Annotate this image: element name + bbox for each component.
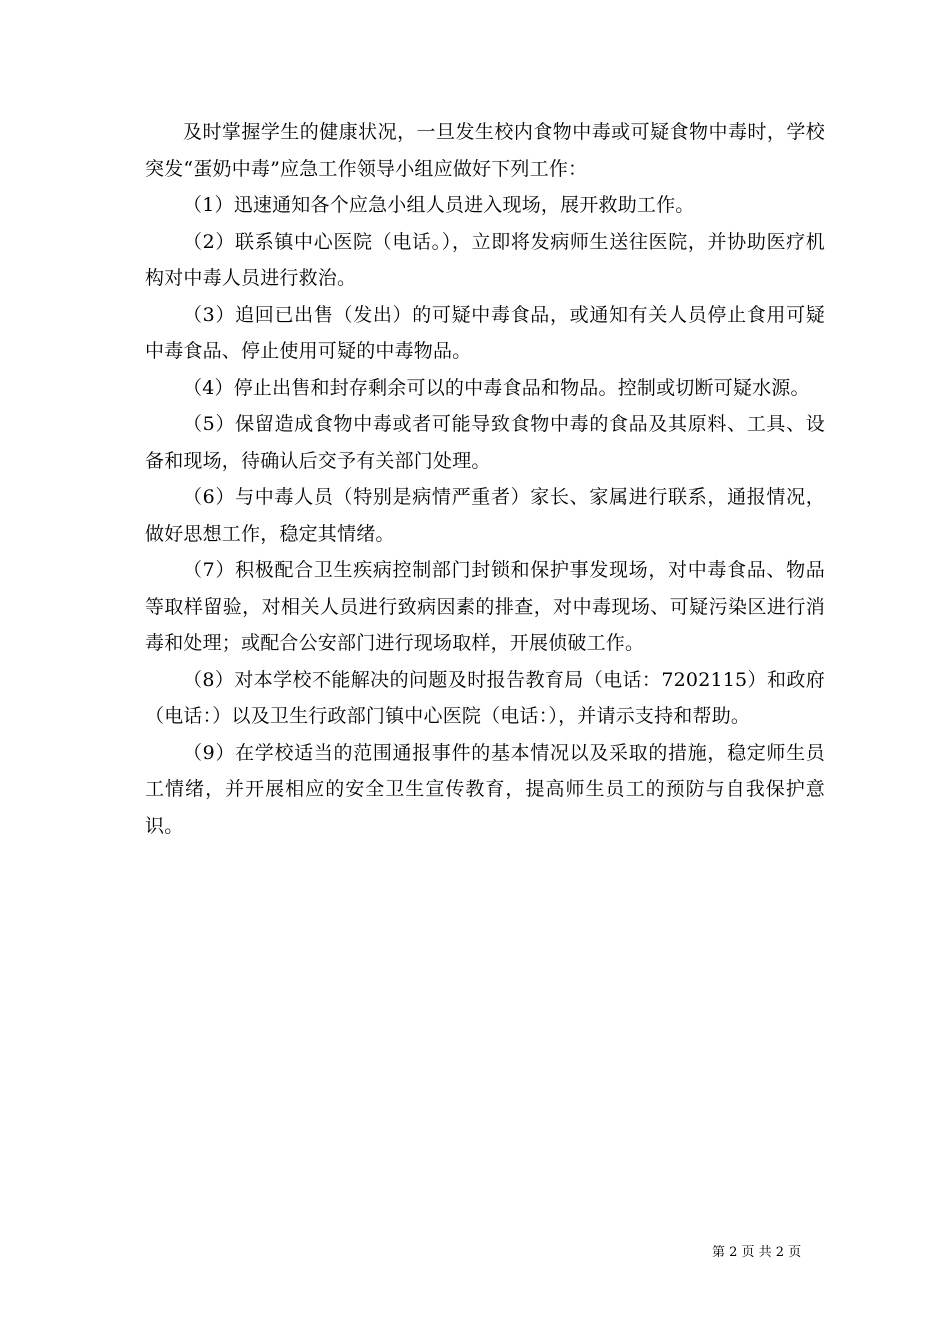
page-number-footer: 第 2 页 共 2 页 [712,1245,802,1260]
paragraph-intro: 及时掌握学生的健康状况，一旦发生校内食物中毒或可疑食物中毒时，学校突发“蛋奶中毒”应急工作领导小组应做好下列工作： [145,121,825,180]
paragraph-item-7: （7）积极配合卫生疾病控制部门封锁和保护事发现场，对中毒食品、物品等取样留验，对相关人员进行致病因素的排查，对中毒现场、可疑污染区进行消毒和处理；或配合公安部门进行现场取样，开展侦破工作。 [145,559,825,654]
paragraph-item-5: （5）保留造成食物中毒或者可能导致食物中毒的食品及其原料、工具、设备和现场，待确认后交予有关部门处理。 [145,413,825,472]
paragraph-item-8: （8）对本学校不能解决的问题及时报告教育局（电话：7202115）和政府（电话：）以及卫生行政部门镇中心医院（电话：），并请示支持和帮助。 [145,668,825,727]
paragraph-item-4: （4）停止出售和封存剩余可以的中毒食品和物品。控制或切断可疑水源。 [183,376,810,399]
paragraph-item-1: （1）迅速通知各个应急小组人员进入现场，展开救助工作。 [183,194,695,216]
paragraph-item-3: （3）追回已出售（发出）的可疑中毒食品，或通知有关人员停止食用可疑中毒食品、停止使用可疑的中毒物品。 [145,303,825,362]
paragraph-item-9: （9）在学校适当的范围通报事件的基本情况以及采取的措施，稳定师生员工情绪，并开展相应的安全卫生宣传教育，提高师生员工的预防与自我保护意识。 [145,741,825,837]
document-body [145,114,825,844]
paragraph-item-6: （6）与中毒人员（特别是病情严重者）家长、家属进行联系，通报情况，做好思想工作，稳定其情绪。 [145,486,825,545]
paragraph-item-2: （2）联系镇中心医院（电话。），立即将发病师生送往医院，并协助医疗机构对中毒人员进行救治。 [145,230,825,289]
